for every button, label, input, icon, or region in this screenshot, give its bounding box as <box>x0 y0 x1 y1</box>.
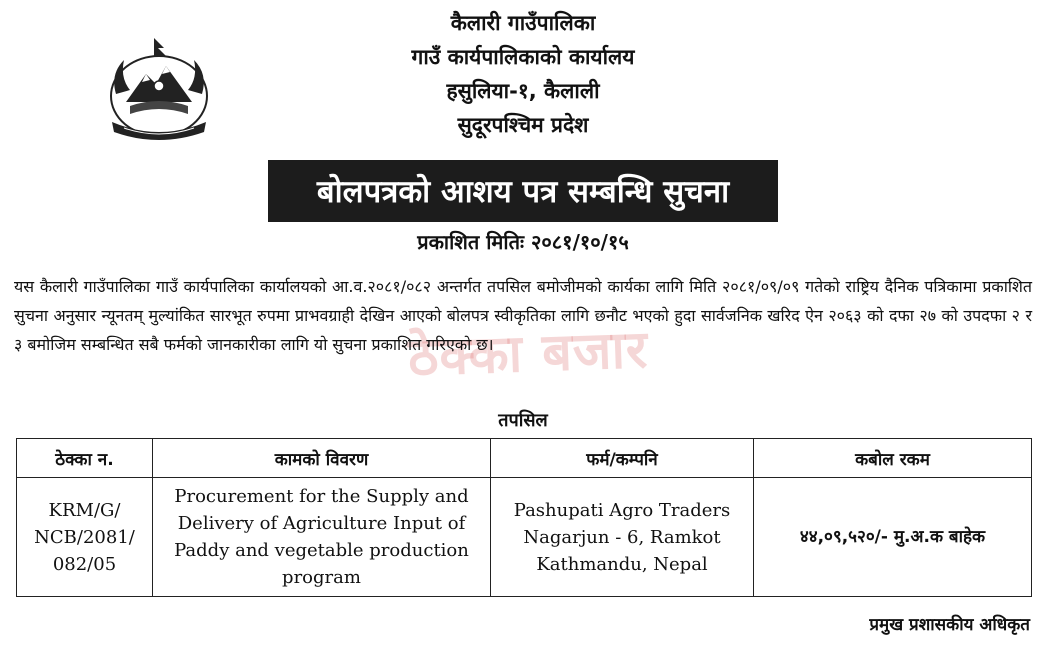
description-cell: Procurement for the Supply and Delivery of Agriculture Input of Paddy and vegetable production program <box>153 478 491 597</box>
col-amount: कबोल रकम <box>754 439 1032 478</box>
notice-title-banner: बोलपत्रको आशय पत्र सम्बन्धि सुचना <box>268 160 778 222</box>
province-name: सुदूरपश्चिम प्रदेश <box>457 113 589 137</box>
details-heading: तपसिल <box>498 410 548 431</box>
watermark-text: ठेक्का बजार <box>407 319 650 389</box>
col-contract-no: ठेक्का न. <box>17 439 153 478</box>
signatory-title: प्रमुख प्रशासकीय अधिकृत <box>869 615 1030 635</box>
publication-date: प्रकाशित मितिः २०८१/१०/१५ <box>417 230 629 254</box>
office-address: हसुलिया-१, कैलाली <box>446 79 600 103</box>
contract-table <box>16 438 1032 597</box>
notice-paragraph: यस कैलारी गाउँपालिका गाउँ कार्यपालिका कार्यालयको आ.व.२०८१/०८२ अन्तर्गत तपसिल बमोजीमको कार्यका लागि मिति २०८१/०९/०९ गतेको राष्ट्रिय दैनिक पत्रिकामा प्रकाशित सुचना अनुसार न्यूनतम् मुल्यांकित सारभूत रुपमा प्राभवग्राही देखिन आएको बोलपत्र स्वीकृतिका लागि छनौट भएको हुदा सार्वजनिक खरिद ऐन २०६३ को दफा २७ को उपदफा २ र ३ बमोजिम सम्बन्धित सबै फर्मको जानकारीका लागि यो सुचना प्रकाशित गरिएको छ। <box>14 277 1032 354</box>
municipality-name: कैलारी गाउँपालिका <box>450 11 596 35</box>
col-description: कामको विवरण <box>153 439 491 478</box>
table-header-row <box>17 439 1032 478</box>
firm-cell: Pashupati Agro Traders Nagarjun - 6, Ramkot Kathmandu, Nepal <box>491 478 754 597</box>
amount-cell: ४४,०९,५२०/- मु.अ.क बाहेक <box>754 478 1032 597</box>
contract-no-cell: KRM/G/ NCB/2081/ 082/05 <box>17 478 153 597</box>
office-name: गाउँ कार्यपालिकाको कार्यालय <box>411 45 635 69</box>
col-firm: फर्म/कम्पनि <box>491 439 754 478</box>
nepal-emblem-icon <box>96 34 222 146</box>
table-row <box>17 478 1032 597</box>
